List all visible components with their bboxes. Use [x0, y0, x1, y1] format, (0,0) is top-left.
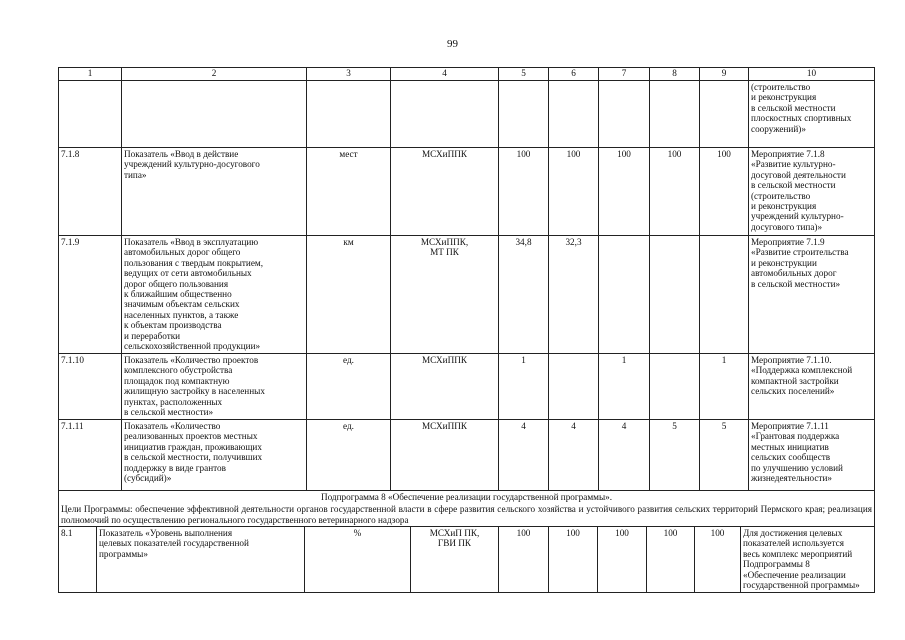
cell	[122, 81, 307, 148]
cell	[59, 81, 122, 148]
cell	[307, 81, 391, 148]
header-col-8: 8	[650, 68, 700, 81]
measure-cell: Для достижения целевых показателей используется весь комплекс мероприятий Подпрограммы 8 «Обеспечение реализации государственной программы»	[741, 527, 875, 593]
header-col-7: 7	[599, 68, 650, 81]
measure-cell: Мероприятие 7.1.8 «Развитие культурно- досуговой деятельности в сельской местности (строительство и реконструкция учреждений культурно- досугового типа)»	[749, 148, 875, 236]
cell	[391, 81, 499, 148]
value-cell: 4	[599, 420, 650, 491]
unit-cell: ед.	[307, 354, 391, 420]
value-cell: 4	[549, 420, 599, 491]
header-col-10: 10	[749, 68, 875, 81]
cell	[650, 81, 700, 148]
indicators-table-continued	[58, 526, 875, 593]
value-cell: 100	[598, 527, 647, 593]
indicators-table	[58, 67, 875, 527]
cell	[499, 81, 549, 148]
indicator-cell: Показатель «Количество реализованных проектов местных инициатив граждан, проживающих в сельской местности, получивших поддержку в виде грантов (субсидий)»	[122, 420, 307, 491]
value-cell: 100	[700, 148, 749, 236]
header-col-9: 9	[700, 68, 749, 81]
header-col-4: 4	[391, 68, 499, 81]
org-cell: МСХиППК	[391, 148, 499, 236]
value-cell: 100	[549, 148, 599, 236]
unit-cell: %	[305, 527, 411, 593]
value-cell: 100	[695, 527, 741, 593]
value-cell: 100	[599, 148, 650, 236]
cell	[700, 81, 749, 148]
page-number: 99	[447, 38, 458, 50]
value-cell	[549, 354, 599, 420]
subprogram-goals: Цели Программы: обеспечение эффективной деятельности органов государственной власти в сфере развития сельского хозяйства и устойчивого развития сельских территорий Пермского края; реализация полномочий по осуществлению регионального государственного ветеринарного надзора	[59, 503, 875, 526]
indicator-cell: Показатель «Ввод в эксплуатацию автомобильных дорог общего пользования с твердым покрытием, ведущих от сети автомобильных дорог общего пользования к ближайшим общественно значимым объектам сельских населенных пунктов, а также к объектам производства и переработки сельскохозяйственной продукции»	[122, 236, 307, 354]
row-number: 7.1.9	[59, 236, 122, 354]
value-cell	[700, 236, 749, 354]
value-cell: 100	[499, 148, 549, 236]
cell	[599, 81, 650, 148]
row-number: 7.1.11	[59, 420, 122, 491]
header-col-5: 5	[499, 68, 549, 81]
unit-cell: км	[307, 236, 391, 354]
value-cell: 100	[549, 527, 598, 593]
indicator-cell: Показатель «Количество проектов комплексного обустройства площадок под компактную жилищную застройку в населенных пунктах, расположенных в сельской местности»	[122, 354, 307, 420]
row-number: 7.1.8	[59, 148, 122, 236]
value-cell: 4	[499, 420, 549, 491]
value-cell: 5	[650, 420, 700, 491]
subprogram-title: Подпрограмма 8 «Обеспечение реализации государственной программы».	[59, 491, 875, 504]
header-col-1: 1	[59, 68, 122, 81]
org-cell: МСХиППК	[391, 420, 499, 491]
cell	[549, 81, 599, 148]
header-col-3: 3	[307, 68, 391, 81]
value-cell: 5	[700, 420, 749, 491]
measure-cell: Мероприятие 7.1.11 «Грантовая поддержка местных инициатив сельских сообществ по улучшению условий жизнедеятельности»	[749, 420, 875, 491]
header-col-2: 2	[122, 68, 307, 81]
header-col-6: 6	[549, 68, 599, 81]
value-cell: 1	[599, 354, 650, 420]
row-number: 8.1	[59, 527, 97, 593]
indicator-cell: Показатель «Уровень выполнения целевых показателей государственной программы»	[97, 527, 305, 593]
org-cell: МСХиППК, МТ ПК	[391, 236, 499, 354]
org-cell: МСХиППК	[391, 354, 499, 420]
measure-cell: (строительство и реконструкция в сельской местности плоскостных спортивных сооружений)»	[749, 81, 875, 148]
subprogram-title-row	[59, 491, 875, 504]
row-number: 7.1.10	[59, 354, 122, 420]
table-row	[59, 354, 875, 420]
table-row-continuation	[59, 81, 875, 148]
table-row	[59, 527, 875, 593]
org-cell: МСХиП ПК, ГВИ ПК	[411, 527, 499, 593]
value-cell	[650, 236, 700, 354]
value-cell: 1	[700, 354, 749, 420]
table-row	[59, 420, 875, 491]
unit-cell: мест	[307, 148, 391, 236]
table-row	[59, 236, 875, 354]
value-cell: 1	[499, 354, 549, 420]
unit-cell: ед.	[307, 420, 391, 491]
value-cell: 100	[650, 148, 700, 236]
indicator-cell: Показатель «Ввод в действие учреждений культурно-досугового типа»	[122, 148, 307, 236]
value-cell: 100	[499, 527, 549, 593]
table-row	[59, 148, 875, 236]
measure-cell: Мероприятие 7.1.10. «Поддержка комплексной компактной застройки сельских поселений»	[749, 354, 875, 420]
table-header-row	[59, 68, 875, 81]
subprogram-goals-row	[59, 503, 875, 526]
value-cell	[650, 354, 700, 420]
value-cell: 34,8	[499, 236, 549, 354]
value-cell: 32,3	[549, 236, 599, 354]
measure-cell: Мероприятие 7.1.9 «Развитие строительства и реконструкции автомобильных дорог в сельской местности»	[749, 236, 875, 354]
value-cell: 100	[647, 527, 695, 593]
value-cell	[599, 236, 650, 354]
